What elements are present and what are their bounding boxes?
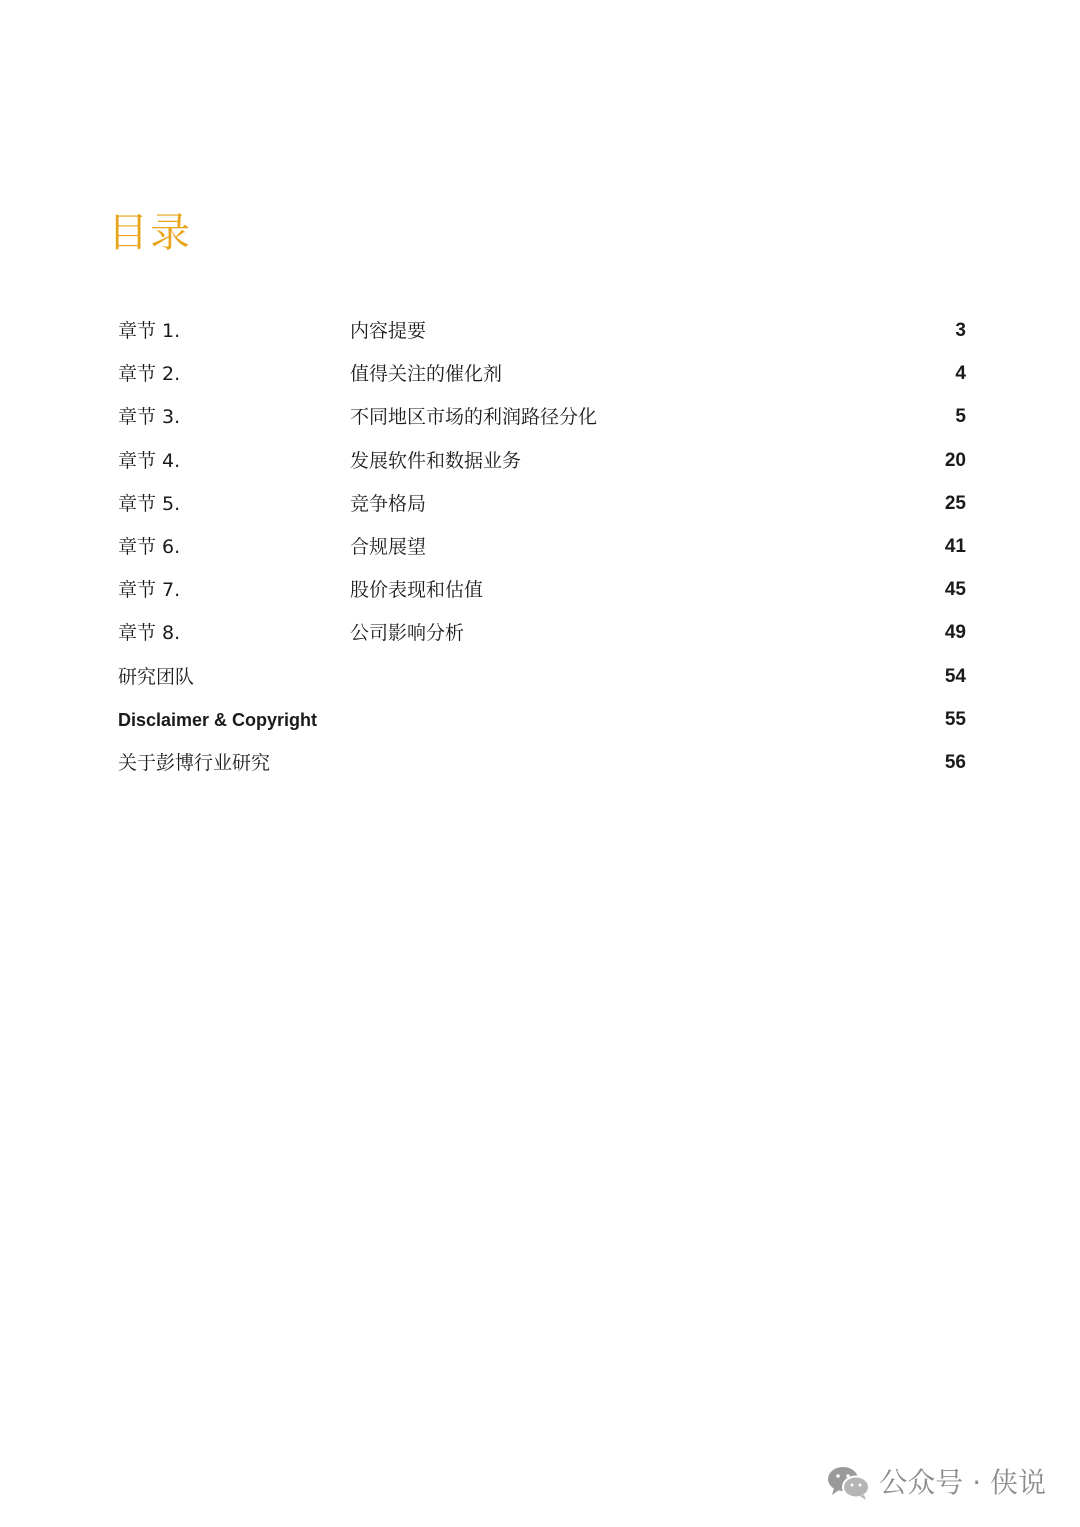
toc-entry-subject: 不同地区市场的利润路径分化 <box>350 406 598 429</box>
toc-entry-label: Disclaimer & Copyright <box>118 709 318 730</box>
toc-entry-about[interactable] <box>118 744 966 787</box>
toc-entry-research-team[interactable] <box>118 658 966 701</box>
toc-entry-label: 章节 6. <box>118 535 181 558</box>
toc-title: 目录 <box>108 210 192 256</box>
toc-entry-subject: 值得关注的催化剂 <box>350 363 503 386</box>
toc-entry-page: 45 <box>944 579 966 601</box>
toc-entry-label: 章节 4. <box>118 449 181 472</box>
toc-entry-page: 56 <box>944 751 966 773</box>
toc-entry-label: 关于彭博行业研究 <box>118 751 271 774</box>
toc-entry-1[interactable] <box>118 312 966 355</box>
toc-entry-3[interactable] <box>118 398 966 441</box>
wechat-watermark <box>827 1463 1046 1503</box>
toc-entry-label: 研究团队 <box>118 665 195 688</box>
toc-entry-page: 5 <box>955 406 966 428</box>
toc-entry-page: 4 <box>955 363 966 385</box>
toc-entry-label: 章节 2. <box>118 363 181 386</box>
toc-entry-disclaimer[interactable] <box>118 701 966 744</box>
toc-entry-label: 章节 7. <box>118 579 181 602</box>
wechat-icon <box>827 1465 871 1501</box>
toc-entry-subject: 合规展望 <box>350 535 427 558</box>
toc-entry-4[interactable] <box>118 442 966 485</box>
toc-entry-6[interactable] <box>118 528 966 571</box>
toc-entry-page: 3 <box>955 320 966 341</box>
toc-entry-label: 章节 3. <box>118 406 181 429</box>
toc-entry-subject: 竞争格局 <box>350 492 427 515</box>
toc-entry-subject: 内容提要 <box>350 320 427 342</box>
toc-entry-page: 54 <box>944 665 966 687</box>
toc-entry-page: 55 <box>944 708 966 730</box>
watermark-text: 公众号 · 侠说 <box>879 1466 1046 1499</box>
toc-entry-label: 章节 8. <box>118 622 181 645</box>
toc-entry-page: 41 <box>944 535 966 557</box>
toc-entry-2[interactable] <box>118 355 966 398</box>
toc-entry-subject: 公司影响分析 <box>350 622 465 645</box>
toc-entry-page: 20 <box>944 449 966 471</box>
toc-entry-label: 章节 5. <box>118 492 181 515</box>
toc-list <box>118 312 966 787</box>
toc-entry-page: 49 <box>944 622 966 644</box>
toc-entry-5[interactable] <box>118 485 966 528</box>
toc-entry-subject: 发展软件和数据业务 <box>350 449 522 472</box>
toc-entry-8[interactable] <box>118 614 966 657</box>
toc-entry-subject: 股价表现和估值 <box>350 579 484 602</box>
toc-entry-7[interactable] <box>118 571 966 614</box>
toc-entry-label: 章节 1. <box>118 320 181 342</box>
toc-entry-page: 25 <box>944 492 966 514</box>
